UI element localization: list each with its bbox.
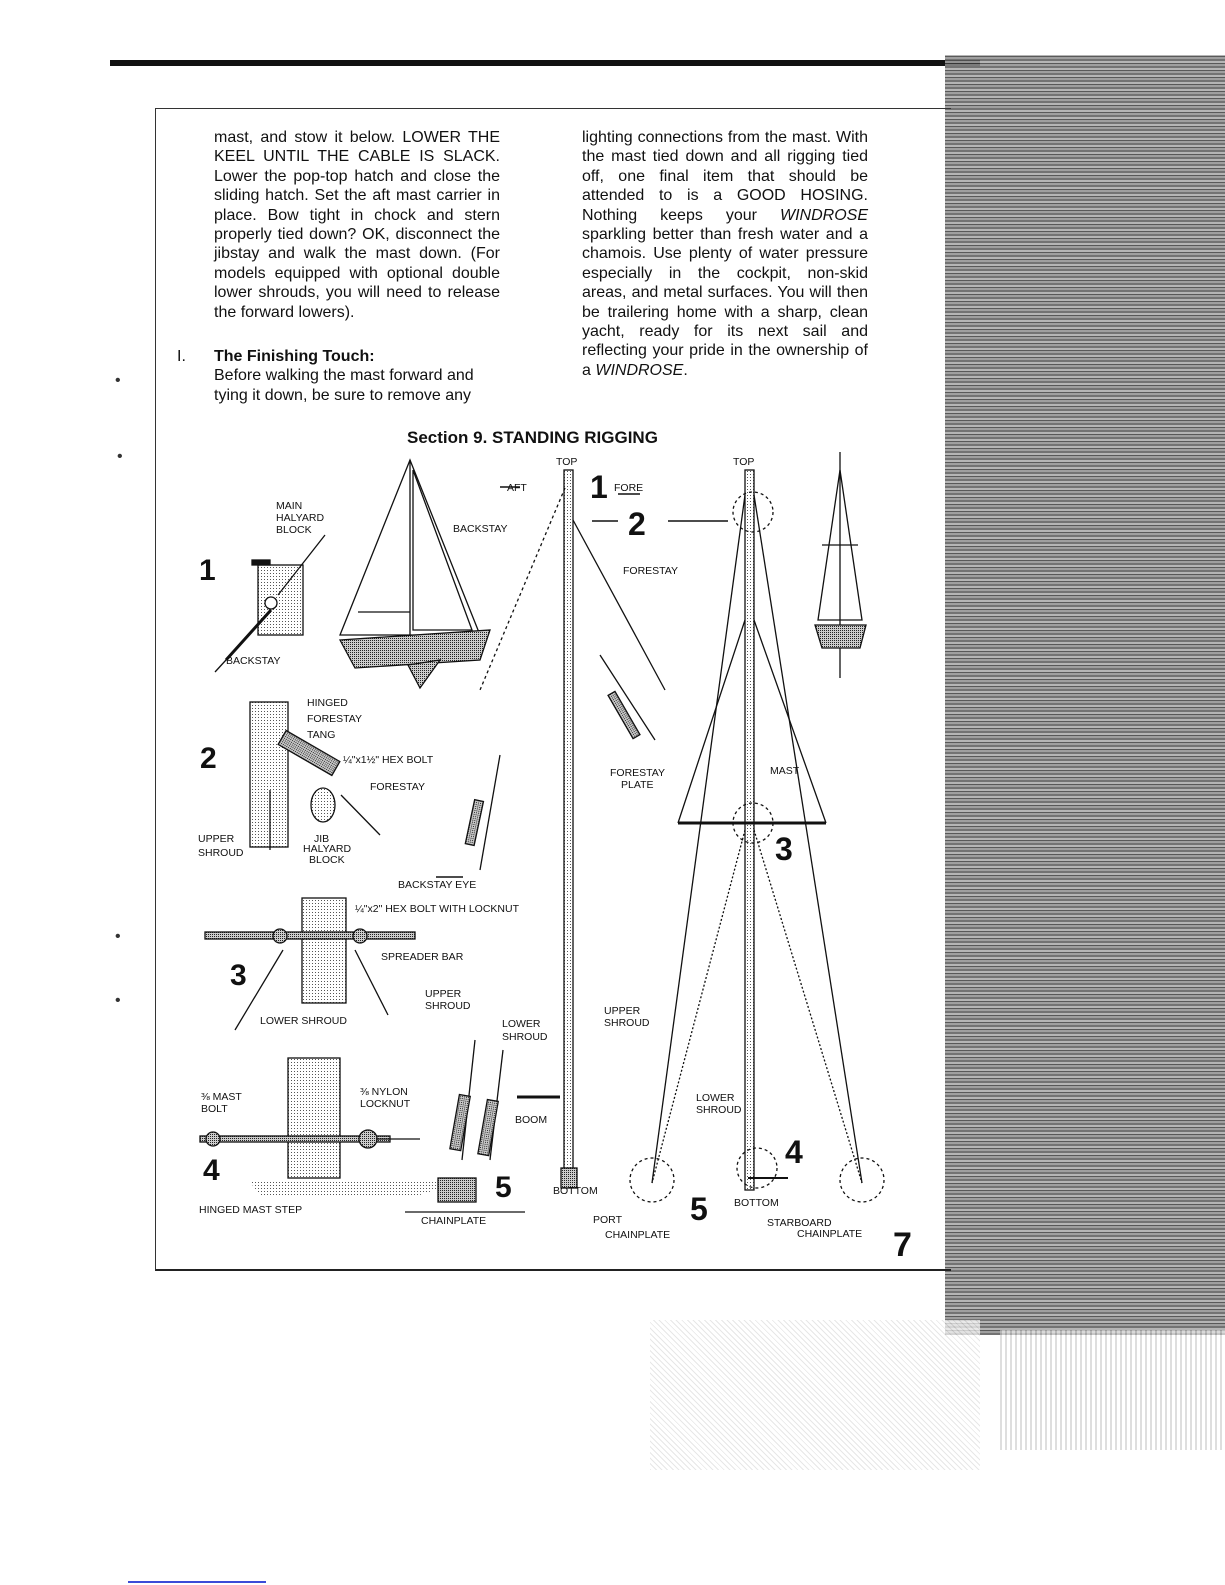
margin-dot: • <box>115 372 121 389</box>
label: CHAINPLATE <box>797 1228 863 1240</box>
margin-dot: • <box>117 448 123 465</box>
label: BACKSTAY <box>226 655 281 667</box>
label: SPREADER BAR <box>381 951 464 963</box>
paragraph: mast, and stow it below. LOWER THE KEEL UNTIL THE CABLE IS SLACK. Lower the pop-top hatch and close the sliding hatch. Set the aft mast carrier in place. Bow tight in chock and stern properly tied down? OK, disconnect the jibstay and walk the mast down. (For models equipped with optional double lower shrouds, you will need to release the forward lowers). <box>214 129 500 321</box>
label: PLATE <box>621 779 654 791</box>
label: BOTTOM <box>553 1185 598 1197</box>
label: CHAINPLATE <box>605 1229 671 1241</box>
label: BOLT <box>201 1103 228 1115</box>
label: JIB <box>314 833 330 845</box>
label: SHROUD <box>696 1104 742 1116</box>
page-number: 7 <box>893 1226 912 1264</box>
callout-number: 4 <box>203 1154 220 1187</box>
margin-dot: • <box>115 992 121 1009</box>
label: MAST <box>770 765 800 777</box>
label: TOP <box>556 456 578 468</box>
label: TOP <box>733 456 755 468</box>
label: STARBOARD <box>767 1217 832 1229</box>
label: ¼"x2" HEX BOLT WITH LOCKNUT <box>355 903 520 915</box>
item-body: Before walking the mast forward and tying it down, be sure to remove any <box>214 367 474 404</box>
label: UPPER <box>604 1005 641 1017</box>
callout-number: 3 <box>230 959 247 992</box>
label: UPPER <box>425 988 462 1000</box>
label: LOWER <box>696 1092 735 1104</box>
paragraph: lighting connections from the mast. With the mast tied down and all rigging tied off, one final item that should be attended to is a GOOD HOSING. Nothing keeps your WINDROSE sparkling better than fresh water and a chamois. Use plenty of water pressure especially in the cockpit, non-skid areas, and metal surfaces. You will then be trailering home with a sharp, clean yacht, ready for its next sail and reflecting your pride in the ownership of a WINDROSE. <box>582 129 868 379</box>
label: AFT <box>507 482 527 494</box>
label: SHROUD <box>198 847 244 859</box>
boat-front-view <box>815 452 866 678</box>
label: TANG <box>307 729 336 741</box>
mast-side-view <box>465 470 665 1188</box>
callout-number: 1 <box>590 469 608 505</box>
label: HALYARD <box>303 843 352 855</box>
label: MAIN <box>276 500 303 512</box>
label: FORESTAY <box>370 781 426 793</box>
label: FORE <box>614 482 644 494</box>
callout-number: 1 <box>199 554 216 587</box>
label: CHAINPLATE <box>421 1215 487 1227</box>
mast-front-view <box>630 470 884 1202</box>
section-title: Section 9. STANDING RIGGING <box>407 428 658 447</box>
label: ¼"x1½" HEX BOLT <box>343 754 434 766</box>
label: FORESTAY <box>307 713 363 725</box>
margin-dot: • <box>115 928 121 945</box>
label: PORT <box>593 1214 622 1226</box>
label: BACKSTAY <box>453 523 508 535</box>
label: FORESTAY <box>623 565 679 577</box>
callout-number: 4 <box>785 1134 803 1170</box>
callout-number: 5 <box>495 1171 512 1204</box>
callout-number: 3 <box>775 831 793 867</box>
label: BOTTOM <box>734 1197 779 1209</box>
callout-number: 2 <box>200 742 217 775</box>
label: HALYARD <box>276 512 325 524</box>
label: BLOCK <box>309 854 345 866</box>
detail-1-masthead <box>215 535 325 672</box>
label: BACKSTAY EYE <box>398 879 477 891</box>
label: BLOCK <box>276 524 312 536</box>
label: HINGED MAST STEP <box>199 1204 303 1216</box>
label: UPPER <box>198 833 235 845</box>
detail-4-mast-step <box>200 1058 460 1195</box>
label: SHROUD <box>502 1031 548 1043</box>
list-marker: I. <box>177 348 186 365</box>
label: HINGED <box>307 697 348 709</box>
callout-number: 2 <box>628 506 646 542</box>
label: SHROUD <box>425 1000 471 1012</box>
callout-number: 5 <box>690 1191 708 1227</box>
label: SHROUD <box>604 1017 650 1029</box>
label: BOOM <box>515 1114 548 1126</box>
label: LOWER <box>502 1018 541 1030</box>
label: LOWER SHROUD <box>260 1015 347 1027</box>
label: ⅜ MAST <box>201 1091 242 1103</box>
item-heading: The Finishing Touch: <box>214 348 375 365</box>
label: LOCKNUT <box>360 1098 411 1110</box>
label: FORESTAY <box>610 767 666 779</box>
sailboat-illustration <box>340 460 490 688</box>
label: ⅜ NYLON <box>360 1086 408 1098</box>
